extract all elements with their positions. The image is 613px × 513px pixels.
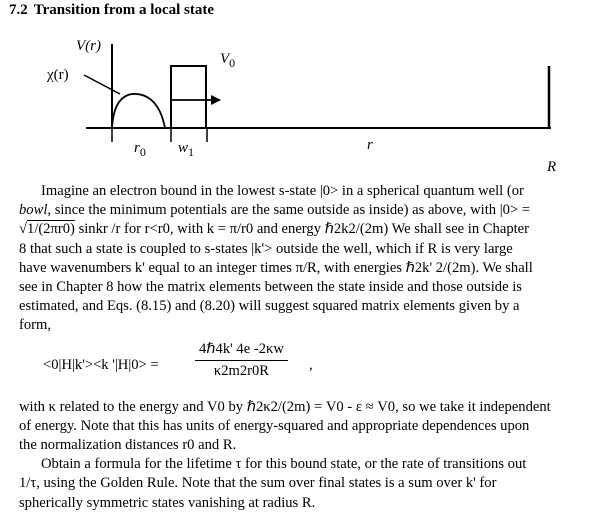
body-text [19,182,603,513]
para1-line6: see in Chapter 8 how the matrix elements between the state inside and those outside is [19,279,522,296]
label-barrier-height: $V_0$ [220,51,236,70]
para1-line4: 8 that such a state is coupled to s-states |k'> outside the well, which if R is very large [19,240,513,257]
label-potential: V(r) [76,38,101,54]
label-r: r [367,137,373,153]
equation-comma: , [309,356,313,373]
para1-line1: Imagine an electron bound in the lowest s-state |0> in a spherical quantum well (or [41,183,524,199]
para2-line1: with κ related to the energy and V0 by ℏ2κ2/(2m) = V0 - ε ≈ V0, so we take it independent [19,398,551,415]
label-wavefunction: χ(r) [47,67,69,83]
para1-line2: bowl, since the minimum potentials are the same outside as inside) as above, with |0> = [19,202,531,219]
label-R: R [547,159,557,175]
label-r0: $r_0$ [134,140,146,159]
para1-line7: estimated, and Eqs. (8.15) and (8.20) will suggest squared matrix elements given by a [19,298,520,315]
para3-line3: spherically symmetric states vanishing at radius R. [19,494,316,511]
para1-line3: √1/(2πr0) sinkr /r for r<r0, with k = π/r0 and energy ℏ2k2/(2m) We shall see in Chapter [19,221,530,238]
section-number: 7.2 [9,2,28,18]
wavefunction-pointer [84,75,120,94]
para2-line2: of energy. Note that this has units of energy-squared and appropriate dependences upon [19,417,530,434]
equation-numerator: 4ℏ4k' 4e -2κw [195,340,288,361]
para2-line3: the normalization distances r0 and R. [19,437,237,454]
label-w1: $w_1$ [178,140,195,159]
equation-denominator: κ2m2r0R [213,362,270,379]
equation-matrix-element [19,340,603,392]
para1-line5: have wavenumbers k' equal to an integer times π/R, with energies ℏ2k' 2/(2m). We shall [19,259,533,276]
wavefunction-curve [112,94,165,128]
para3-line2: 1/τ, using the Golden Rule. Note that the sum over final states is a sum over k' for [19,475,497,492]
sqrt-radicand: 1/(2πr0) [27,221,75,238]
tunneling-arrowhead [211,95,221,105]
barrier [171,66,206,128]
section-title: Transition from a local state [33,2,215,18]
sqrt-sign: √ [19,221,28,238]
equation-fraction [195,340,288,381]
equation-lhs: <0|H|k'><k '|H|0> = [43,356,159,373]
para1-line8: form, [19,317,52,334]
section-heading [9,2,214,19]
para3-line1: Obtain a formula for the lifetime τ for this bound state, or the rate of transitions out [41,456,527,473]
potential-well-figure [0,18,613,178]
